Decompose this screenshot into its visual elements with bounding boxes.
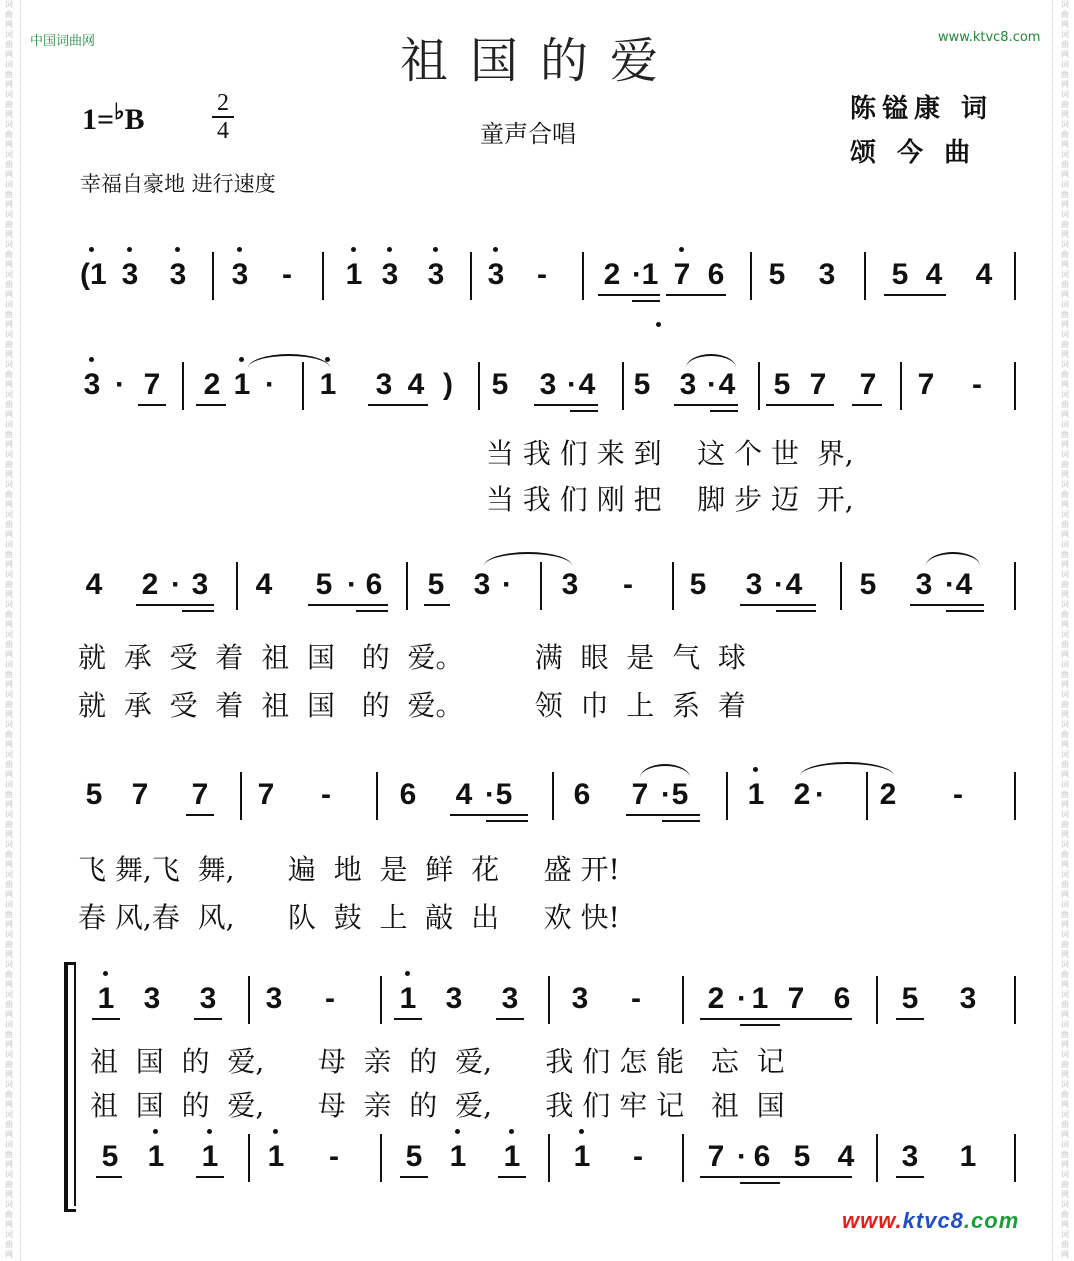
note: 5: [891, 258, 909, 291]
bar-line: [380, 976, 382, 1024]
beam-line: [740, 604, 816, 606]
slur: [640, 764, 690, 778]
bar-line: [240, 772, 242, 820]
bar-line: [866, 772, 868, 820]
slur: [248, 354, 330, 368]
beam-line: [766, 404, 834, 406]
lyric-line: 飞 舞,飞 舞, 遍 地 是 鲜 花 盛 开!: [78, 853, 620, 886]
lyric-line: 祖 国 的 爱, 母 亲 的 爱, 我 们 怎 能 忘 记: [90, 1045, 785, 1078]
note: 7: [859, 368, 877, 401]
augmentation-dot: ·: [632, 258, 642, 291]
octave-dot-high: [89, 357, 94, 362]
note: 5: [671, 778, 689, 811]
note: 3: [959, 982, 977, 1015]
bar-line: [552, 772, 554, 820]
note: 7: [670, 258, 694, 292]
note: 2: [879, 778, 897, 811]
octave-dot-high: [237, 247, 242, 252]
note-lower-voice: 1: [500, 1140, 524, 1174]
augmentation-dot: ·: [774, 568, 784, 601]
octave-dot-high: [753, 767, 758, 772]
note: 6: [707, 258, 725, 291]
beam-line-double: [710, 410, 738, 412]
note-lower-voice: 1: [570, 1140, 594, 1174]
note: 3: [166, 258, 190, 292]
key-signature: [82, 99, 145, 137]
note: -: [623, 568, 633, 601]
beam-line-double: [356, 610, 388, 612]
note-lower-voice: -: [633, 1140, 643, 1173]
meter-bottom: 4: [217, 118, 229, 144]
note: 1: [94, 982, 118, 1016]
octave-dot-high: [387, 247, 392, 252]
note: 3: [191, 568, 209, 601]
bar-line: [380, 1134, 382, 1182]
logo-ktvc8: ktvc8: [902, 1208, 964, 1233]
note: -: [282, 258, 292, 291]
tempo-marking: 幸福自豪地 进行速度: [80, 172, 276, 196]
note: 5: [859, 568, 877, 601]
augmentation-dot: ·: [115, 368, 125, 401]
note: 5: [85, 778, 103, 811]
bar-line: [1014, 1134, 1016, 1182]
note: 3: [539, 368, 557, 401]
octave-dot-high: [127, 247, 132, 252]
slur: [686, 354, 736, 368]
note: 7: [131, 778, 149, 811]
note: 3: [915, 568, 933, 601]
lyricist: 陈镒康 词: [850, 94, 994, 124]
bar-line: [406, 562, 408, 610]
note: 5: [901, 982, 919, 1015]
augmentation-dot: ·: [707, 368, 717, 401]
note: 5: [495, 778, 513, 811]
note: 6: [365, 568, 383, 601]
note: 7: [191, 778, 209, 811]
bar-line: [248, 1134, 250, 1182]
octave-dot-high: [679, 247, 684, 252]
song-title: 祖国的爱: [399, 33, 680, 89]
site-name[interactable]: 中国词曲网: [30, 34, 96, 49]
bar-line: [1014, 772, 1016, 820]
note: -: [972, 368, 982, 401]
note: 3: [375, 368, 393, 401]
note: 3: [561, 568, 579, 601]
subtitle: 童声合唱: [480, 120, 576, 148]
note: (1: [80, 258, 104, 292]
octave-dot-high: [509, 1129, 514, 1134]
site-url[interactable]: www.ktvc8.com: [938, 30, 1041, 45]
note: ): [443, 368, 453, 401]
beam-line: [308, 604, 388, 606]
note: 1: [342, 258, 366, 292]
bar-line: [876, 1134, 878, 1182]
beam-line: [534, 404, 598, 406]
note: 1: [744, 778, 768, 812]
bar-line: [182, 362, 184, 410]
beam-line: [196, 1176, 224, 1178]
beam-line: [626, 814, 700, 816]
note: 3: [143, 982, 161, 1015]
octave-dot-high: [405, 971, 410, 976]
bar-line: [212, 252, 214, 300]
bar-line: [302, 362, 304, 410]
footer-logo[interactable]: [842, 1208, 1019, 1234]
bar-line: [840, 562, 842, 610]
lyric-line: 当 我 们 来 到 这 个 世 界,: [486, 437, 854, 470]
note: 7: [143, 368, 161, 401]
octave-dot-high: [493, 247, 498, 252]
note: 4: [975, 258, 993, 291]
note: 3: [473, 568, 491, 601]
augmentation-dot: ·: [347, 568, 357, 601]
bar-line: [478, 362, 480, 410]
bar-line: [876, 976, 878, 1024]
note: 5: [768, 258, 786, 291]
note-lower-voice: 1: [198, 1140, 222, 1174]
note: 3: [424, 258, 448, 292]
note: 4: [407, 368, 425, 401]
augmentation-dot: ·: [171, 568, 181, 601]
note: 2: [203, 368, 221, 401]
octave-dot-high: [207, 1129, 212, 1134]
bar-line: [1014, 562, 1016, 610]
note: 4: [85, 568, 103, 601]
note: 3: [118, 258, 142, 292]
note: 5: [689, 568, 707, 601]
note-lower-voice: 5: [793, 1140, 811, 1173]
bar-line: [248, 976, 250, 1024]
note: 2: [603, 258, 621, 291]
note-lower-voice: -: [329, 1140, 339, 1173]
beam-line-double: [740, 1024, 780, 1026]
beam-line: [498, 1176, 526, 1178]
note: 3: [80, 368, 104, 402]
note: 6: [573, 778, 591, 811]
bar-line: [548, 1134, 550, 1182]
bar-line: [1014, 976, 1016, 1024]
beam-line: [896, 1018, 924, 1020]
augmentation-dot: ·: [265, 368, 275, 401]
note-lower-voice: 3: [901, 1140, 919, 1173]
meter-top: 2: [217, 90, 229, 116]
augmentation-dot: ·: [737, 982, 747, 1015]
note-lower-voice: 1: [264, 1140, 288, 1174]
choir-bracket-line: [74, 962, 76, 1206]
bar-line: [682, 1134, 684, 1182]
beam-line: [92, 1018, 120, 1020]
beam-line: [186, 814, 214, 816]
bar-line: [540, 562, 542, 610]
beam-line-double: [486, 820, 528, 822]
note: 3: [745, 568, 763, 601]
note: -: [321, 778, 331, 811]
beam-line: [196, 404, 226, 406]
beam-line: [674, 404, 738, 406]
beam-line: [96, 1176, 122, 1178]
note: 4: [578, 368, 596, 401]
beam-line: [700, 1176, 852, 1178]
note-lower-voice: 1: [959, 1140, 977, 1173]
note: 4: [255, 568, 273, 601]
note: 3: [265, 982, 283, 1015]
beam-line: [852, 404, 882, 406]
side-watermark-left: 词 曲 网 词 曲 网 词 曲 网 词 曲 网 词 曲 网 词 曲 网 词 曲 网 词 曲 网 词 曲 网 词 曲 网 词 曲 网 词 曲 网 词 曲 网 词 曲 网 词 曲 网 词 曲 网 词 曲 网 词 曲 网 词 曲 网 词 曲 网 词 曲 网 词 曲 网 词 曲 网 词 曲 网 词 曲 网 词 曲 网 词 曲 网 词 曲 网 词 曲 网 词 曲 网 词 曲 网 词 曲 网 词 曲 网 词 曲 网 词 曲 网 词 曲 网 词 曲 网 词 曲 网 词 曲 网 词 曲 网 词 曲 网 词 曲 网: [5, 0, 13, 1259]
bar-line: [1014, 362, 1016, 410]
note-lower-voice: 6: [753, 1140, 771, 1173]
note: 4: [925, 258, 943, 291]
beam-line-double: [946, 610, 984, 612]
note: 4: [718, 368, 736, 401]
bar-line: [470, 252, 472, 300]
note: 3: [501, 982, 519, 1015]
note: 1: [396, 982, 420, 1016]
logo-www: www.: [842, 1208, 903, 1233]
note-lower-voice: 4: [837, 1140, 855, 1173]
bar-line: [322, 252, 324, 300]
beam-line-double: [740, 1182, 780, 1184]
note: -: [537, 258, 547, 291]
note: 5: [633, 368, 651, 401]
augmentation-dot: ·: [945, 568, 955, 601]
augmentation-dot: ·: [661, 778, 671, 811]
octave-dot-high: [273, 1129, 278, 1134]
bar-line: [1014, 252, 1016, 300]
margin-line-right: [1052, 0, 1053, 1261]
note: 3: [818, 258, 836, 291]
note: 1: [751, 982, 769, 1015]
bar-line: [900, 362, 902, 410]
note: 3: [484, 258, 508, 292]
octave-dot-high: [89, 247, 94, 252]
time-signature: [212, 92, 234, 142]
lyric-line: 就 承 受 着 祖 国 的 爱。 满 眼 是 气 球: [78, 641, 746, 674]
note-lower-voice: 5: [405, 1140, 423, 1173]
slur: [484, 552, 572, 566]
note: 1: [230, 368, 254, 402]
note: 1: [316, 368, 340, 402]
bar-line: [376, 772, 378, 820]
bar-line: [758, 362, 760, 410]
beam-line: [910, 604, 984, 606]
note: 7: [787, 982, 805, 1015]
note: 3: [228, 258, 252, 292]
note: 2: [707, 982, 725, 1015]
beam-line: [666, 294, 726, 296]
bar-line: [236, 562, 238, 610]
note: 4: [455, 778, 473, 811]
note: 5: [427, 568, 445, 601]
octave-dot-high: [455, 1129, 460, 1134]
note: 7: [631, 778, 649, 811]
note: 3: [199, 982, 217, 1015]
note: 5: [491, 368, 509, 401]
note: 7: [917, 368, 935, 401]
octave-dot-high: [153, 1129, 158, 1134]
beam-line: [700, 1018, 852, 1020]
note: -: [953, 778, 963, 811]
note: 3: [445, 982, 463, 1015]
note-lower-voice: 1: [446, 1140, 470, 1174]
octave-dot-high: [433, 247, 438, 252]
beam-line: [598, 294, 660, 296]
augmentation-dot: ·: [502, 568, 512, 601]
flat-icon: ♭: [114, 99, 125, 124]
note: 3: [571, 982, 589, 1015]
augmentation-dot: ·: [737, 1140, 747, 1173]
note: 7: [257, 778, 275, 811]
beam-line-double: [182, 610, 214, 612]
beam-line: [450, 814, 528, 816]
bar-line: [548, 976, 550, 1024]
bar-line: [726, 772, 728, 820]
note: 6: [833, 982, 851, 1015]
octave-dot-high: [175, 247, 180, 252]
bar-line: [672, 562, 674, 610]
beam-line: [394, 1018, 422, 1020]
key-note: B: [124, 103, 145, 136]
margin-line-left: [20, 0, 21, 1261]
note-lower-voice: 1: [144, 1140, 168, 1174]
beam-line: [368, 404, 428, 406]
note-lower-voice: 5: [101, 1140, 119, 1173]
note: 7: [809, 368, 827, 401]
bar-line: [682, 976, 684, 1024]
augmentation-dot: ·: [485, 778, 495, 811]
note: 4: [785, 568, 803, 601]
lyric-line: 就 承 受 着 祖 国 的 爱。 领 巾 上 系 着: [78, 689, 746, 722]
augmentation-dot: ·: [815, 778, 825, 811]
lyric-line: 春 风,春 风, 队 鼓 上 敲 出 欢 快!: [78, 901, 620, 934]
note: 2: [793, 778, 811, 811]
note: 2: [141, 568, 159, 601]
beam-line-double: [570, 410, 598, 412]
side-watermark-right: 词 曲 网 词 曲 网 词 曲 网 词 曲 网 词 曲 网 词 曲 网 词 曲 网 词 曲 网 词 曲 网 词 曲 网 词 曲 网 词 曲 网 词 曲 网 词 曲 网 词 曲 网 词 曲 网 词 曲 网 词 曲 网 词 曲 网 词 曲 网 词 曲 网 词 曲 网 词 曲 网 词 曲 网 词 曲 网 词 曲 网 词 曲 网 词 曲 网 词 曲 网 词 曲 网 词 曲 网 词 曲 网 词 曲 网 词 曲 网 词 曲 网 词 曲 网 词 曲 网 词 曲 网 词 曲 网 词 曲 网 词 曲 网 词 曲 网: [1061, 0, 1069, 1259]
note: 3: [378, 258, 402, 292]
note: 1: [641, 258, 659, 291]
beam-line: [884, 294, 946, 296]
octave-dot-high: [239, 357, 244, 362]
bar-line: [582, 252, 584, 300]
octave-dot-high: [351, 247, 356, 252]
beam-line: [496, 1018, 524, 1020]
beam-line: [896, 1176, 924, 1178]
lyric-line: 祖 国 的 爱, 母 亲 的 爱, 我 们 牢 记 祖 国: [90, 1089, 785, 1122]
beam-line: [400, 1176, 428, 1178]
beam-line: [138, 404, 166, 406]
beam-line-double: [776, 610, 816, 612]
key-prefix: 1=: [82, 103, 115, 136]
beam-line: [194, 1018, 222, 1020]
note: -: [325, 982, 335, 1015]
augmentation-dot: ·: [567, 368, 577, 401]
note: 4: [955, 568, 973, 601]
composer: 颂 今 曲: [850, 138, 977, 168]
octave-dot-high: [103, 971, 108, 976]
bar-line: [622, 362, 624, 410]
slur: [926, 552, 980, 566]
octave-dot-low: [656, 322, 661, 327]
note: 5: [773, 368, 791, 401]
note: 6: [399, 778, 417, 811]
slur: [800, 762, 894, 776]
beam-line: [136, 604, 214, 606]
octave-dot-high: [579, 1129, 584, 1134]
bar-line: [750, 252, 752, 300]
note: -: [631, 982, 641, 1015]
lyric-line: 当 我 们 刚 把 脚 步 迈 开,: [486, 483, 854, 516]
note: 5: [315, 568, 333, 601]
bar-line: [864, 252, 866, 300]
note: 3: [679, 368, 697, 401]
beam-line-double: [632, 300, 660, 302]
beam-line: [424, 604, 450, 606]
note-lower-voice: 7: [707, 1140, 725, 1173]
logo-com: .com: [963, 1208, 1020, 1233]
beam-line-double: [662, 820, 700, 822]
